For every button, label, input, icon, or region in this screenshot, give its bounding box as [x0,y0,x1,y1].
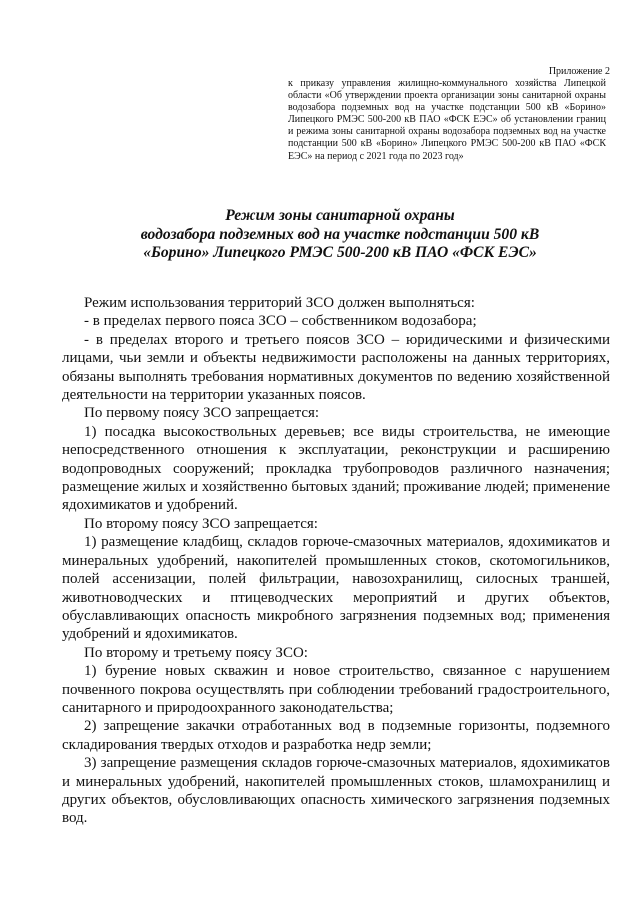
title-line-3: «Борино» Липецкого РМЭС 500-200 кВ ПАО «ФСК ЕЭС» [143,244,537,261]
paragraph: 1) посадка высокоствольных деревьев; все виды строительства, не имеющие непосредственного отношения к эксплуатации, реконструкции и расширению водопроводных сооружений; прокладка трубопроводов различного назначения; размещение жилых и хозяйственно бытовых зданий; проживание людей; применение ядохимикатов и удобрений. [62,423,610,514]
document-title [60,207,620,263]
paragraph: 2) запрещение закачки отработанных вод в подземные горизонты, подземного складирования твердых отходов и разработка недр земли; [62,718,610,753]
annex-label: Приложение 2 [548,66,610,77]
paragraph: - в пределах первого пояса ЗСО – собственником водозабора; [84,313,477,330]
paragraph: По первому поясу ЗСО запрещается: [84,405,320,422]
title-line-2: водозабора подземных вод на участке подстанции 500 кВ [140,225,540,243]
paragraph: Режим использования территорий ЗСО должен выполняться: [84,295,475,311]
annex-text: к приказу управления жилищно-коммунального хозяйства Липецкой области «Об утверждении проекта организации зоны санитарной охраны водозабора подземных вод на участке подстанции 500 кВ «Борино» Липецкого РМЭС 500-200 кВ ПАО «ФСК ЕЭС» об установлении границ и режима зоны санитарной охраны водозабора подземных вод на участке подстанции 500 кВ «Борино» Липецкого РМЭС 500-200 кВ ПАО «ФСК ЕЭС» на период с 2021 года по 2023 год» [288,78,606,162]
document-body [62,294,610,828]
paragraph: - в пределах второго и третьего поясов ЗСО – юридическими и физическими лицами, чьи земли и объекты недвижимости расположены на данных территориях, обязаны выполнять требования нормативных документов по ведению хозяйственной деятельности на территории указанных поясов. [62,331,610,404]
paragraph: По второму поясу ЗСО запрещается: [84,515,318,532]
paragraph: 3) запрещение размещения складов горюче-смазочных материалов, ядохимикатов и минеральных удобрений, накопителей промышленных стоков, шламохранилищ и других объектов, обусловливающих опасность химического загрязнения подземных вод. [62,755,610,827]
paragraph: 1) бурение новых скважин и новое строительство, связанное с нарушением почвенного покрова осуществлять при соблюдении требований градостроительного, санитарного и природоохранного законодательства; [62,663,610,716]
title-line-1: Режим зоны санитарной охраны [225,207,455,224]
paragraph: 1) размещение кладбищ, складов горюче-смазочных материалов, ядохимикатов и минеральных удобрений, накопителей промышленных стоков, скотомогильников, полей ассенизации, полей фильтрации, навозохранилищ, силосных траншей, животноводческих и птицеводческих мероприятий и других объектов, обуславливающих опасность микробного загрязнения подземных вод; применения удобрений и ядохимикатов. [62,534,610,643]
paragraph: По второму и третьему поясу ЗСО: [84,644,308,661]
